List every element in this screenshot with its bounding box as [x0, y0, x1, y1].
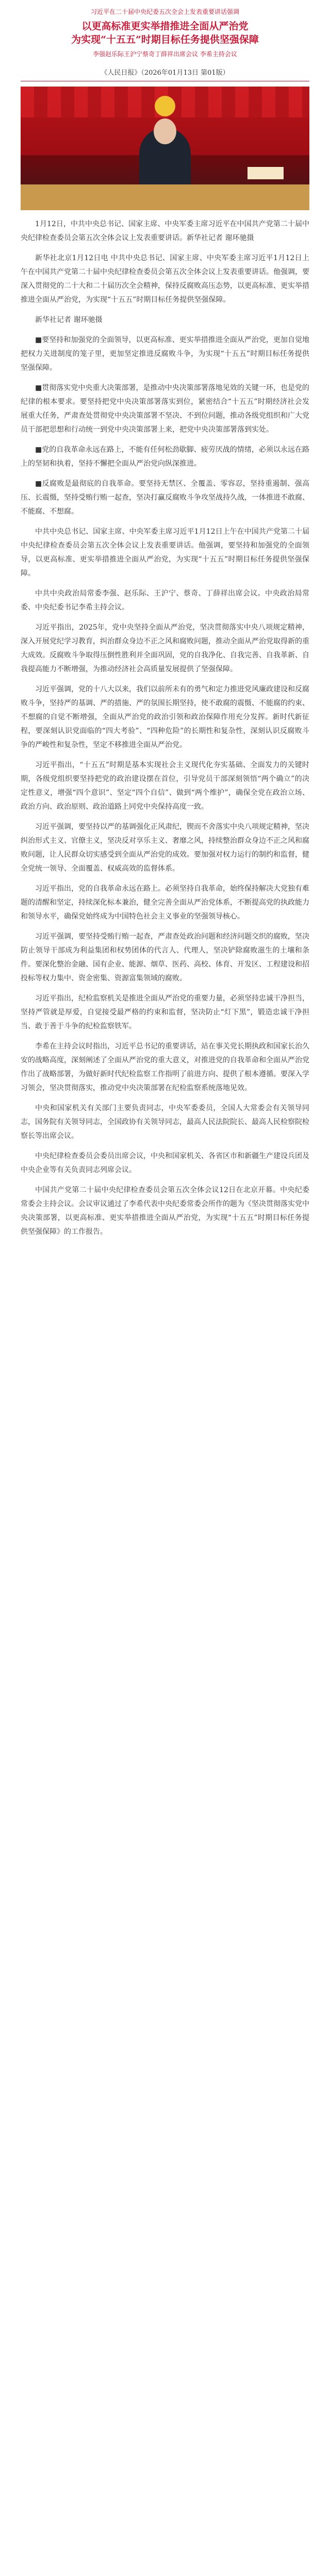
article-paragraph: 1月12日，中共中央总书记、国家主席、中央军委主席习近平在中国共产党第二十届中央纪律检查委员会第五次全体会议上发表重要讲话。新华社记者 谢环驰摄: [21, 220, 309, 242]
photo-name-plate: [248, 167, 284, 179]
article-paragraph: 中央纪律检查委员会委员出席会议，中央和国家机关、各省区市和新疆生产建设兵团及中央企业等有关负责同志列席会议。: [21, 1152, 309, 1174]
article-source: 《人民日报》（2026年01月13日 第01版）: [101, 69, 229, 77]
article-paragraph: 习近平强调，要坚持受贿行贿一起查，严肃查处政治问题和经济问题交织的腐败，坚决防止领导干部成为利益集团和权势团体的代言人、代理人，坚决铲除腐败滋生的土壤和条件。要深化整治金融、国有企业、能源、烟草、医药、高校、体育、开发区、工程建设和招投标等权力集中、资金密集、资源富集领域的腐败。: [21, 933, 309, 982]
article-kicker: 习近平在二十届中央纪委五次全会上发表重要讲话强调: [90, 8, 239, 15]
article-paragraph: 中共中央总书记、国家主席、中央军委主席习近平1月12日上午在中国共产党第二十届中央纪律检查委员会第五次全体会议上发表重要讲话。他强调，要坚持和加强党的全面领导，以更高标准、更实举措推进全面从严治党，为实现“十五五”时期目标任务提供坚强保障。: [21, 528, 309, 578]
article-title-line-1: 以更高标准更实举措推进全面从严治党: [81, 21, 249, 32]
article-paragraph: ■要坚持和加强党的全面领导，以更高标准、更实举措推进全面从严治党，更加自觉地把权力关进制度的笼子里，更加坚定推进反腐败斗争，为实现“十五五”时期目标任务提供坚强保障。: [21, 336, 309, 372]
article-paragraph: 中共中央政治局常委李强、赵乐际、王沪宁、蔡奇、丁薛祥出席会议。中央政治局常委、中央纪委书记李希主持会议。: [21, 589, 309, 612]
photo-emblem: [155, 96, 175, 116]
article-header: [0, 0, 330, 62]
article-paragraph: ■党的自我革命永远在路上，不能有任何松劲歇脚、疲劳厌战的情绪，必须以永远在路上的坚韧和执着，坚持不懈把全面从严治党向纵深推进。: [21, 446, 309, 468]
photo-desk: [21, 184, 309, 210]
article-subheadline: 李强赵乐际王沪宁蔡奇丁薛祥出席会议 李希主持会议: [93, 50, 237, 58]
article-byline: 新华社记者 谢环驰摄: [35, 316, 103, 324]
article-paragraph: 中央和国家机关有关部门主要负责同志，中央军委委员，全国人大常委会有关领导同志，国务院有关领导同志，全国政协有关领导同志，最高人民法院院长、最高人民检察院检察长等出席会议。: [21, 1104, 309, 1140]
article-page: [0, 0, 330, 1276]
article-paragraph: 习近平强调，党的十八大以来，我们以前所未有的勇气和定力推进党风廉政建设和反腐败斗争，坚持严的基调、严的措施、严的氛围长期坚持，使不敢腐的震慑、不能腐的约束、不想腐的自觉不断增强，全面从严治党的政治引领和政治保障作用充分发挥。新时代新征程，要深刻认识党面临的“四大考验”、“四种危险”的长期性和复杂性，深刻认识反腐败斗争的严峻性和复杂性，坚定不移推进全面从严治党。: [21, 685, 309, 749]
article-title-line-2: 为实现“十五五”时期目标任务提供坚强保障: [71, 34, 259, 45]
article-paragraph: 习近平指出，“十五五”时期是基本实现社会主义现代化夯实基础、全面发力的关键时期，各级党组织要坚持把党的政治建设摆在首位，引导党员干部深刻领悟“两个确立”的决定性意义，增强“四个意识”、坚定“四个自信”、做到“两个维护”，确保全党在政治立场、政治方向、政治原则、政治道路上同党中央保持高度一致。: [21, 761, 309, 811]
article-paragraph: 中国共产党第二十届中央纪律检查委员会第五次全体会议12日在北京开幕。中央纪委常委会主持会议。会议审议通过了李希代表中央纪委常委会所作的题为《坚决贯彻落实党中央决策部署，以更高标准、更实举措推进全面从严治党，为实现“十五五”时期目标任务提供坚强保障》的工作报告。: [21, 1186, 309, 1236]
article-paragraph: ■反腐败是最彻底的自我革命。要坚持无禁区、全覆盖、零容忍，坚持重遏制、强高压、长震慑，坚持受贿行贿一起查，坚决打赢反腐败斗争攻坚战持久战，一体推进不敢腐、不能腐、不想腐。: [21, 480, 309, 516]
article-paragraph: 习近平指出，2025年，党中央坚持全面从严治党，坚决贯彻落实中央八项规定精神，深入开展党纪学习教育，纠治群众身边不正之风和腐败问题，推动全面从严治党取得新的重大成效。反腐败斗争取得压倒性胜利并全面巩固，党的自我净化、自我完善、自我革新、自我提高能力不断增强，为推动经济社会高质量发展提供了坚强保障。: [21, 623, 309, 673]
article-paragraph: 习近平指出，党的自我革命永远在路上。必须坚持自我革命，始终保持解决大党独有难题的清醒和坚定，持续深化标本兼治，健全完善全面从严治党体系，不断提高党的执政能力和领导水平，确保党始终成为中国特色社会主义事业的坚强领导核心。: [21, 885, 309, 921]
page-bottom-spacer: [0, 1245, 330, 1256]
article-paragraph: ■贯彻落实党中央重大决策部署，是推动中央决策部署落地见效的关键一环，也是党的纪律的根本要求。要坚持把党中央决策部署落实到位，紧密结合“十五五”时期经济社会发展重大任务，严肃查处贯彻党中央决策部署不坚决、不到位问题，推动各级党组织和广大党员干部把思想和行动统一到党中央决策部署上来，把党中央决策部署落到实处。: [21, 384, 309, 434]
article-paragraph: 习近平指出，纪检监察机关是推进全面从严治党的重要力量，必须坚持忠诚干净担当，坚持严管就是厚爱，自觉接受最严格的约束和监督，坚决防止“灯下黑”，锻造忠诚干净担当、敢于善于斗争的纪检监察铁军。: [21, 994, 309, 1030]
article-paragraph: 李希在主持会议时指出，习近平总书记的重要讲话，站在事关党长期执政和国家长治久安的战略高度，深刻阐述了全面从严治党的重大意义，对推进党的自我革命和全面从严治党作出了战略部署，为做好新时代纪检监察工作指明了前进方向、提供了根本遵循。要深入学习领会，坚决贯彻落实，推动党中央决策部署在纪检监察系统落地见效。: [21, 1042, 309, 1092]
article-body: [0, 217, 330, 1239]
news-photo: [21, 87, 309, 210]
article-paragraph: 习近平强调，要坚持以严的基调强化正风肃纪，锲而不舍落实中央八项规定精神，坚决纠治形式主义、官僚主义，坚决反对享乐主义、奢靡之风，持续整治群众身边不正之风和腐败问题，让人民群众切实感受到全面从严治党的成效。要加强对权力运行的制约和监督，健全党统一领导、全面覆盖、权威高效的监督体系。: [21, 823, 309, 873]
article-paragraph: 新华社北京1月12日电 中共中央总书记、国家主席、中央军委主席习近平1月12日上午在中国共产党第二十届中央纪律检查委员会第五次全体会议上发表重要讲话。他强调，要深入贯彻党的二十大和二十届历次全会精神，保持反腐败高压态势，以更高标准、更实举措推进全面从严治党，为实现“十五五”时期目标任务提供坚强保障。: [21, 254, 309, 304]
photo-speaker-head: [154, 118, 176, 144]
article-title: [21, 20, 309, 46]
